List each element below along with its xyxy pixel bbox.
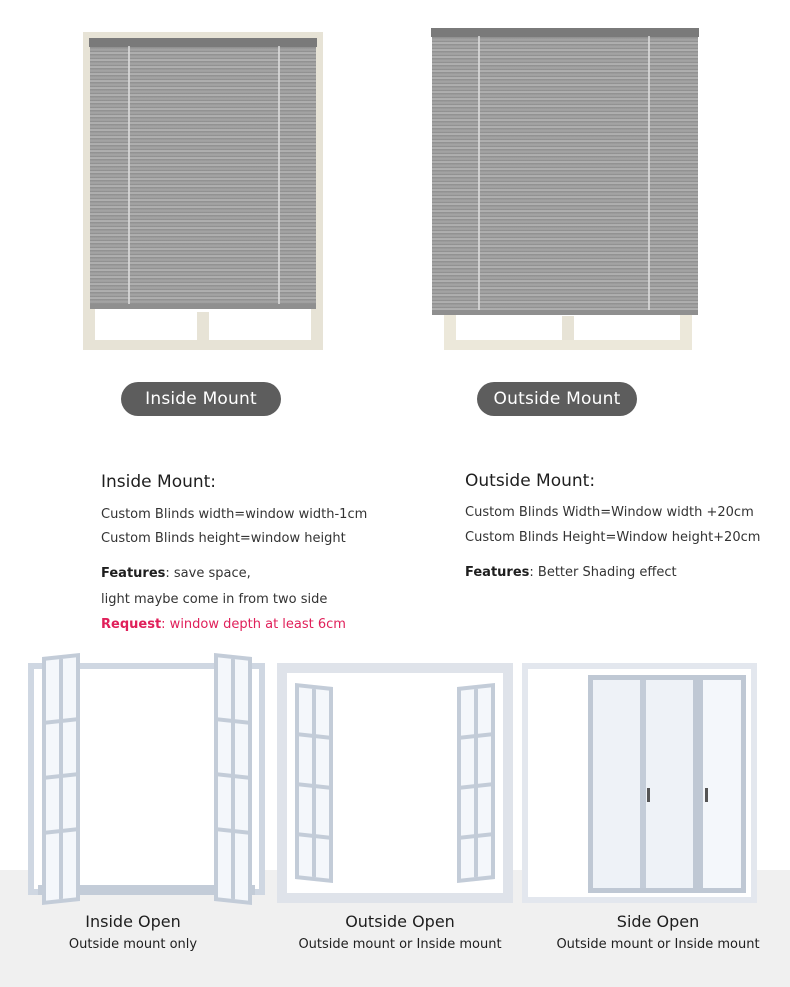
headrail — [431, 28, 699, 37]
outside-height-formula: Custom Blinds Height=Window height+20cm — [465, 530, 761, 545]
handle — [647, 788, 650, 802]
inside-open-window — [28, 655, 265, 903]
inside-request — [101, 617, 346, 632]
features-text: : save space, — [165, 566, 251, 581]
inside-mount-badge: Inside Mount — [121, 382, 281, 416]
request-text: : window depth at least 6cm — [161, 617, 346, 632]
side-open-subtitle: Outside mount or Inside mount — [556, 937, 760, 952]
features-text: : Better Shading effect — [529, 565, 677, 580]
window-mullion — [197, 312, 209, 340]
outside-mount-badge: Outside Mount — [477, 382, 637, 416]
blind-cord — [648, 36, 650, 314]
window-mullion — [562, 316, 574, 340]
left-sash — [42, 653, 80, 905]
bottom-rail — [90, 304, 316, 309]
right-sash — [214, 653, 252, 905]
outside-width-formula: Custom Blinds Width=Window width +20cm — [465, 505, 754, 520]
inside-mount-image — [0, 0, 395, 360]
fixed-panel — [698, 675, 746, 893]
request-label: Request — [101, 617, 162, 632]
outside-open-window — [277, 663, 513, 903]
inside-mount-title: Inside Mount: — [101, 472, 217, 492]
sliding-panel — [588, 675, 698, 893]
bottom-rail — [432, 310, 698, 315]
blind-cord — [478, 36, 480, 314]
side-open-title: Side Open — [616, 912, 700, 931]
left-sash — [295, 683, 333, 883]
blind-cord — [278, 46, 280, 308]
inside-mount-blind — [90, 40, 316, 308]
handle — [705, 788, 708, 802]
outside-features — [465, 565, 677, 580]
inside-features — [101, 566, 251, 581]
inside-open-title: Inside Open — [85, 912, 181, 931]
blind-cord — [128, 46, 130, 308]
side-open-window — [522, 663, 757, 903]
inside-width-formula: Custom Blinds width=window width-1cm — [101, 507, 368, 522]
outside-mount-image — [395, 0, 790, 360]
features-label: Features — [465, 565, 530, 580]
inside-height-formula: Custom Blinds height=window height — [101, 531, 346, 546]
outside-mount-blind — [432, 30, 698, 314]
outside-open-subtitle: Outside mount or Inside mount — [298, 937, 502, 952]
headrail — [89, 38, 317, 47]
outside-open-title: Outside Open — [345, 912, 455, 931]
outside-mount-title: Outside Mount: — [465, 471, 596, 491]
features-label: Features — [101, 566, 166, 581]
right-sash — [457, 683, 495, 883]
inside-open-subtitle: Outside mount only — [68, 937, 198, 952]
inside-features-line2: light maybe come in from two side — [101, 592, 328, 607]
